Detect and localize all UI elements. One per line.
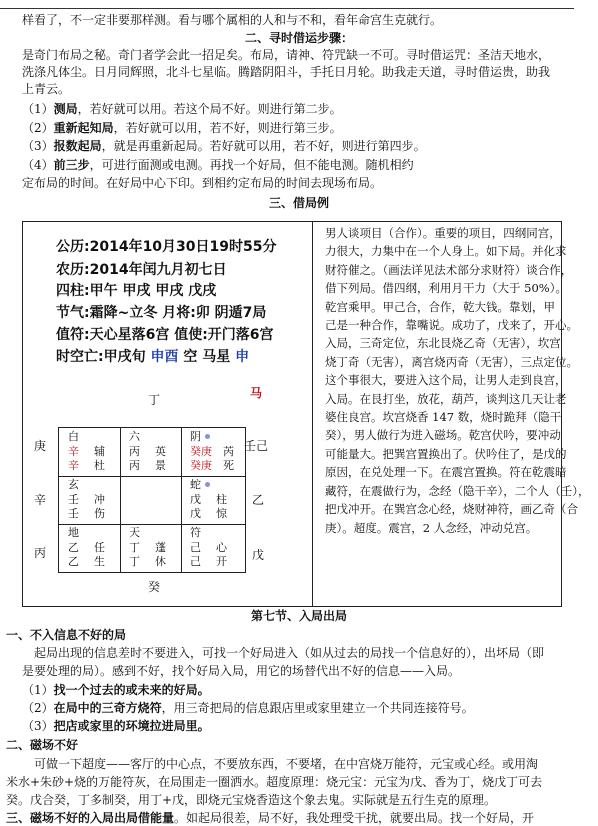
grid-right-label: 壬己 xyxy=(244,439,269,453)
cell-god: 玄 xyxy=(68,478,79,491)
text-line xyxy=(6,811,534,826)
chart-shikong xyxy=(56,346,249,366)
cell-door: 惊 xyxy=(216,507,227,520)
item-text: ，用三奇把局的信息跟店里或家里建立一个共同连接符号。 xyxy=(161,701,474,715)
text-line: 定布局的时间。在好局中心下印。到相约定布局的时间去现场布局。 xyxy=(22,176,383,190)
cell-door: 死 xyxy=(223,459,234,472)
shikong-label: 空 马星 xyxy=(178,349,236,365)
description-line: 原因，在兑处理一下。在震宫置换。符在乾震暗 xyxy=(325,465,567,480)
description-line: 可能量大。把巽宫置换出了。伏吟住了，是戊的 xyxy=(325,446,567,461)
cell-star: 任 xyxy=(94,541,105,554)
cell-stem: 癸庚 xyxy=(190,459,212,472)
grid-left-label: 丙 xyxy=(34,546,47,560)
cell-stem: 丙 xyxy=(129,445,140,458)
text-line: 是奇门布局之秘。奇门者学会此一招足矣。布局，请神、符咒缺一不可。寻时借运咒：圣洁天地水， xyxy=(22,48,551,62)
cell-star: 蓬 xyxy=(155,541,166,554)
grid-top-right-label: 马 xyxy=(250,386,263,400)
cell-stem: 壬 xyxy=(68,507,79,520)
description-line: 财符催之。（画法详见法术部分求财符）谈合作， xyxy=(325,262,573,277)
item-text: 找一个过去的或未来的好局。 xyxy=(53,683,210,697)
cell-door: 景 xyxy=(155,459,166,472)
step-number: （1） xyxy=(22,102,54,116)
cell-stem: 乙 xyxy=(68,541,79,554)
description-line: 烧丁奇（无害），离宫烧丙奇（无害），三点定位。 xyxy=(325,354,578,369)
maxing-value: 申 xyxy=(235,349,250,365)
step-text: ，可进行面测或电测。再找一个好局，但不能电测。随机相约 xyxy=(89,158,414,172)
description-line: 入局。在艮打坐，放花，葫芦，谈判这几天让老 xyxy=(325,391,567,406)
chart-gongli: 公历:2014年10月30日19时55分 xyxy=(56,239,277,255)
marker-dot-icon xyxy=(205,482,210,487)
step-head: 重新起知局 xyxy=(53,121,114,135)
cell-door: 休 xyxy=(155,555,166,568)
subsection-title: 三、磁场不好的入局出局借能量 xyxy=(6,811,175,825)
subsection-title: 一、不入信息不好的局 xyxy=(6,628,127,642)
cell-stem: 己 xyxy=(190,541,201,554)
cell-god: 符 xyxy=(190,526,201,539)
cell-god: 六 xyxy=(129,430,140,443)
description-line: 借下列局。借四纲，利用月干力（大于 50%）。 xyxy=(325,281,567,296)
section-title: 三、借局例 xyxy=(268,196,329,210)
description-line: 乾宫乘甲。甲己合，合作，乾大钱。靠划，甲 xyxy=(325,299,555,314)
text-line: 样看了，不一定非要那样测。看与哪个属相的人和与不和，看年命宫生克就行。 xyxy=(22,13,443,27)
item-text: 把店或家里的环境拉进局里。 xyxy=(53,719,210,733)
cell-god: 蛇 xyxy=(190,478,201,491)
step-text: ，若好就可以用，若不好，则进行第三步。 xyxy=(113,121,342,135)
text-line: 可做一下超度——客厅的中心点，不要放东西，不要堵，在中宫烧万能符，元宝或心经。或用淘 xyxy=(34,757,539,771)
nine-palace-grid xyxy=(58,427,246,573)
cell-stem: 丁 xyxy=(129,541,140,554)
description-line: 庚）。超度。震宫，2 人念经，冲动兑宫。 xyxy=(325,520,538,535)
text-line: 洗涤凡体尘。日月同辉照，北斗七星临。腾踏阴阳斗，手托日月轮。助我走天道，寻时借运贵，助我 xyxy=(22,65,551,79)
cell-stem: 戊 xyxy=(190,493,201,506)
shikong-value: 申酉 xyxy=(150,349,179,365)
section-title: 二、寻时借运步骤： xyxy=(244,31,353,45)
palace-cell xyxy=(61,430,121,476)
section-title: 第七节、入局出局 xyxy=(250,609,347,623)
cell-door: 生 xyxy=(94,555,105,568)
description-line: 婆住良宫。坎宫烧香 147 数，烧时跪拜（隐干 xyxy=(325,410,562,425)
step-head: 前三步 xyxy=(53,158,90,172)
chart-jieqi: 节气:霜降~立冬 月将:卯 阴遁7局 xyxy=(56,305,267,321)
palace-cell xyxy=(183,430,243,476)
step-head: 测局 xyxy=(53,102,78,116)
text-line: 起局出现的信息差时不要进入，可找一个好局进入（如从过去的局找一个信息好的），出坏局（即 xyxy=(34,646,545,660)
grid-right-label: 乙 xyxy=(252,493,265,507)
grid-bottom-label: 癸 xyxy=(148,580,161,594)
cell-stem: 壬 xyxy=(68,493,79,506)
table-divider xyxy=(312,222,313,606)
cell-door: 伤 xyxy=(94,507,105,520)
chart-sizhu: 四柱:甲午 甲戌 甲戌 戊戌 xyxy=(56,283,217,299)
description-line: 男人谈项目（合作）。重要的项目，四纲同宫， xyxy=(325,226,561,240)
palace-cell xyxy=(61,526,121,572)
marker-dot-icon xyxy=(205,434,210,439)
chart-nongli: 农历:2014年闰九月初七日 xyxy=(56,262,227,278)
cell-stem: 己 xyxy=(190,555,201,568)
step-head: 报数起局 xyxy=(53,139,102,153)
description-line: 把戊冲开。在巽宫念心经，烧财神符，画乙奇（合 xyxy=(325,502,578,517)
text-line: 。如起局很差，局不好，我处理受干扰，就要出局。找一个好局，开 xyxy=(174,811,535,825)
text-line: 上青云。 xyxy=(22,82,71,96)
palace-cell xyxy=(183,526,243,572)
shikong-label: 时空亡:甲戌旬 xyxy=(56,349,151,365)
cell-star: 辅 xyxy=(94,445,105,458)
list-item xyxy=(22,683,210,698)
step-item xyxy=(22,158,414,173)
top-rule xyxy=(0,8,574,9)
cell-stem: 乙 xyxy=(68,555,79,568)
chart-zhifu: 值符:天心星落6宫 值使:开门落6宫 xyxy=(56,327,274,343)
cell-god: 阴 xyxy=(190,430,201,443)
description-line: 藏符，在震做行为，念经（隐干辛），二个人（壬）， xyxy=(325,483,590,498)
cell-stem: 戊 xyxy=(190,507,201,520)
grid-right-label: 戊 xyxy=(252,548,265,562)
step-text: ，若好就可以用。若这个局不好。则进行第二步。 xyxy=(77,102,342,116)
text-line: 米水+朱砂+烧的万能符灰，在局围走一圈洒水。超度原理：烧元宝：元宝为戊、香为丁，烧戊丁可去 xyxy=(6,775,543,789)
description-line: 入局，三奇定位，东北艮烧乙奇（无害），坎宫 xyxy=(325,336,561,351)
cell-door: 杜 xyxy=(94,459,105,472)
description-line: 力很大，力集中在一个人身上。如下局。并化求 xyxy=(325,244,567,259)
cell-stem: 丙 xyxy=(129,459,140,472)
subsection-title: 二、磁场不好 xyxy=(6,738,79,752)
step-item xyxy=(22,121,342,136)
grid-line xyxy=(59,524,245,525)
grid-left-label: 庚 xyxy=(34,439,47,453)
step-text: ，就是再重新起局。若好就可以用，若不好，则进行第四步。 xyxy=(101,139,426,153)
step-number: （3） xyxy=(22,139,54,153)
grid-left-label: 辛 xyxy=(34,493,47,507)
cell-door: 开 xyxy=(216,555,227,568)
cell-stem: 辛 xyxy=(68,445,79,458)
palace-cell xyxy=(122,526,182,572)
step-number: （2） xyxy=(22,121,54,135)
item-head: 在局中的三奇方烧符 xyxy=(53,701,162,715)
cell-star: 英 xyxy=(155,445,166,458)
example-description xyxy=(325,224,590,537)
cell-stem: 丁 xyxy=(129,555,140,568)
description-line: 癸），男人做行为进入磁场。乾宫伏吟，要冲动 xyxy=(325,428,561,443)
grid-top-label: 丁 xyxy=(148,393,161,407)
cell-god: 天 xyxy=(129,526,140,539)
step-number: （4） xyxy=(22,158,54,172)
cell-god: 白 xyxy=(68,430,79,443)
item-number: （3） xyxy=(22,719,54,733)
cell-star: 心 xyxy=(216,541,227,554)
palace-cell xyxy=(61,478,121,524)
description-line: 己是一种合作，靠嘴说。成功了，戊来了，开心。 xyxy=(325,318,578,333)
cell-star: 冲 xyxy=(94,493,105,506)
text-line: 癸。戊合癸，丁多制癸，用丁+戊，即烧元宝烧香造这个象去鬼。实际就是五行生克的原理。 xyxy=(6,793,497,807)
item-number: （2） xyxy=(22,701,54,715)
cell-star: 柱 xyxy=(216,493,227,506)
palace-cell xyxy=(183,478,243,524)
cell-star: 芮 xyxy=(223,445,234,458)
item-number: （1） xyxy=(22,683,54,697)
list-item xyxy=(22,701,474,716)
text-line: 是要处理的局）。感到不好，找个好局入局，用它的场替代出不好的信息——入局。 xyxy=(22,664,461,678)
cell-stem: 癸庚 xyxy=(190,445,212,458)
step-item xyxy=(22,139,426,154)
step-item xyxy=(22,102,342,117)
list-item xyxy=(22,719,210,734)
cell-stem: 辛 xyxy=(68,459,79,472)
palace-cell xyxy=(122,430,182,476)
cell-god: 地 xyxy=(68,526,79,539)
description-line: 这个事很大，要进入这个局，让男人走到良宫， xyxy=(325,373,567,388)
grid-line xyxy=(59,476,245,477)
